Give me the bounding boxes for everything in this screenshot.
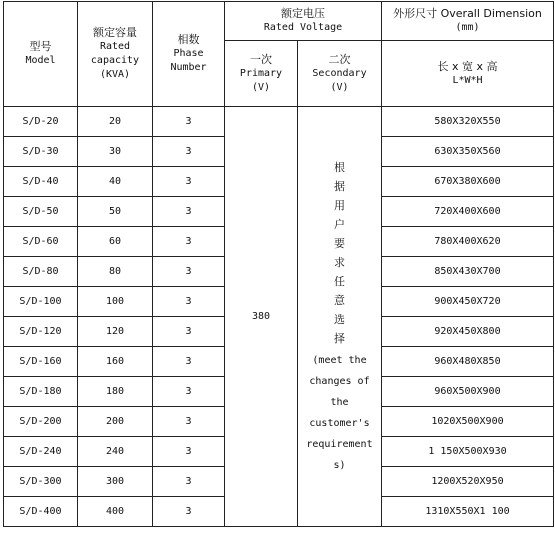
model-cell: S/D-160: [4, 347, 78, 377]
dimension-cell: 670X380X600: [382, 167, 554, 197]
phase-cell: 3: [153, 257, 225, 287]
header-dimension: [382, 2, 554, 41]
capacity-cell: 400: [78, 497, 153, 527]
model-cell: S/D-200: [4, 407, 78, 437]
phase-cell: 3: [153, 137, 225, 167]
table-row: [4, 107, 554, 137]
capacity-cell: 30: [78, 137, 153, 167]
model-cell: S/D-300: [4, 467, 78, 497]
dimension-cell: 960X500X900: [382, 377, 554, 407]
secondary-note-line: s): [333, 459, 346, 471]
dimension-cell: 900X450X720: [382, 287, 554, 317]
model-cell: S/D-100: [4, 287, 78, 317]
phase-cell: 3: [153, 227, 225, 257]
dimension-cell: 720X400X600: [382, 197, 554, 227]
dimension-cell: 1020X500X900: [382, 407, 554, 437]
phase-cell: 3: [153, 347, 225, 377]
header-secondary-cn: 二次: [328, 52, 351, 66]
secondary-note-text: [300, 158, 379, 476]
header-primary-unit: (V): [251, 81, 271, 93]
model-cell: S/D-60: [4, 227, 78, 257]
header-voltage-en: Rated Voltage: [263, 22, 343, 34]
transformer-spec-table: [3, 1, 554, 527]
dimension-cell: 780X400X620: [382, 227, 554, 257]
header-capacity-en-3: (KVA): [99, 69, 131, 80]
header-secondary-unit: (V): [330, 81, 349, 93]
phase-cell: 3: [153, 497, 225, 527]
header-model-en: Model: [25, 55, 56, 66]
capacity-cell: 20: [78, 107, 153, 137]
header-capacity-cn: 额定容量: [93, 26, 137, 39]
header-secondary-en: Secondary: [312, 67, 367, 79]
header-phase-en-2: Number: [170, 62, 207, 73]
secondary-note-char: 户: [334, 217, 345, 231]
header-primary: [225, 41, 298, 107]
capacity-cell: 180: [78, 377, 153, 407]
secondary-note-line: requirement: [306, 438, 373, 450]
header-row-1: [4, 2, 554, 41]
phase-cell: 3: [153, 107, 225, 137]
secondary-note-char: 求: [334, 255, 345, 269]
phase-cell: 3: [153, 287, 225, 317]
dimension-cell: 630X350X560: [382, 137, 554, 167]
secondary-note-char: 据: [334, 179, 345, 193]
model-cell: S/D-120: [4, 317, 78, 347]
phase-cell: 3: [153, 407, 225, 437]
model-cell: S/D-400: [4, 497, 78, 527]
header-capacity: [78, 2, 153, 107]
phase-cell: 3: [153, 377, 225, 407]
header-model: [4, 2, 78, 107]
header-capacity-en-2: capacity: [90, 55, 140, 66]
primary-voltage-cell: 380: [225, 107, 298, 527]
capacity-cell: 50: [78, 197, 153, 227]
header-primary-en: Primary: [239, 67, 283, 79]
phase-cell: 3: [153, 437, 225, 467]
secondary-note-char: 要: [334, 236, 345, 250]
secondary-note-line: (meet the: [312, 354, 367, 366]
model-cell: S/D-180: [4, 377, 78, 407]
model-cell: S/D-40: [4, 167, 78, 197]
dimension-cell: 1310X550X1 100: [382, 497, 554, 527]
dimension-cell: 850X430X700: [382, 257, 554, 287]
header-primary-cn: 一次: [250, 52, 272, 66]
phase-cell: 3: [153, 467, 225, 497]
dimension-cell: 920X450X800: [382, 317, 554, 347]
phase-cell: 3: [153, 167, 225, 197]
header-dimension-unit: (mm): [455, 22, 480, 34]
capacity-cell: 40: [78, 167, 153, 197]
model-cell: S/D-50: [4, 197, 78, 227]
table-body: [4, 2, 554, 527]
header-model-cn: 型号: [29, 40, 52, 53]
phase-cell: 3: [153, 197, 225, 227]
secondary-note-char: 意: [334, 293, 345, 307]
capacity-cell: 300: [78, 467, 153, 497]
header-dimension-title: 外形尺寸 Overall Dimension: [393, 7, 542, 21]
dimension-cell: 1 150X500X930: [382, 437, 554, 467]
secondary-note-char: 择: [334, 331, 345, 345]
capacity-cell: 100: [78, 287, 153, 317]
header-dimension-sub-cn: 长 x 宽 x 高: [437, 59, 498, 73]
secondary-voltage-note: [298, 107, 382, 527]
header-capacity-en-1: Rated: [99, 41, 131, 52]
header-dimension-sub-en: L*W*H: [452, 74, 483, 86]
capacity-cell: 160: [78, 347, 153, 377]
secondary-note-char: 任: [334, 274, 345, 288]
model-cell: S/D-240: [4, 437, 78, 467]
header-dimension-sub: [382, 41, 554, 107]
capacity-cell: 200: [78, 407, 153, 437]
model-cell: S/D-80: [4, 257, 78, 287]
capacity-cell: 120: [78, 317, 153, 347]
dimension-cell: 1200X520X950: [382, 467, 554, 497]
capacity-cell: 80: [78, 257, 153, 287]
model-cell: S/D-30: [4, 137, 78, 167]
secondary-note-char: 选: [334, 312, 345, 326]
model-cell: S/D-20: [4, 107, 78, 137]
secondary-note-char: 根: [334, 160, 345, 174]
secondary-note-line: customer's: [309, 417, 370, 429]
header-phase-cn: 相数: [177, 33, 200, 46]
phase-cell: 3: [153, 317, 225, 347]
header-voltage-cn: 额定电压: [281, 7, 325, 21]
secondary-note-line: the: [330, 396, 349, 408]
secondary-note-line: changes of: [309, 375, 370, 387]
dimension-cell: 580X320X550: [382, 107, 554, 137]
header-phase-en-1: Phase: [173, 48, 204, 59]
header-voltage: [225, 2, 382, 41]
header-secondary: [298, 41, 382, 107]
dimension-cell: 960X480X850: [382, 347, 554, 377]
header-phase: [153, 2, 225, 107]
secondary-note-char: 用: [334, 198, 345, 212]
capacity-cell: 60: [78, 227, 153, 257]
capacity-cell: 240: [78, 437, 153, 467]
